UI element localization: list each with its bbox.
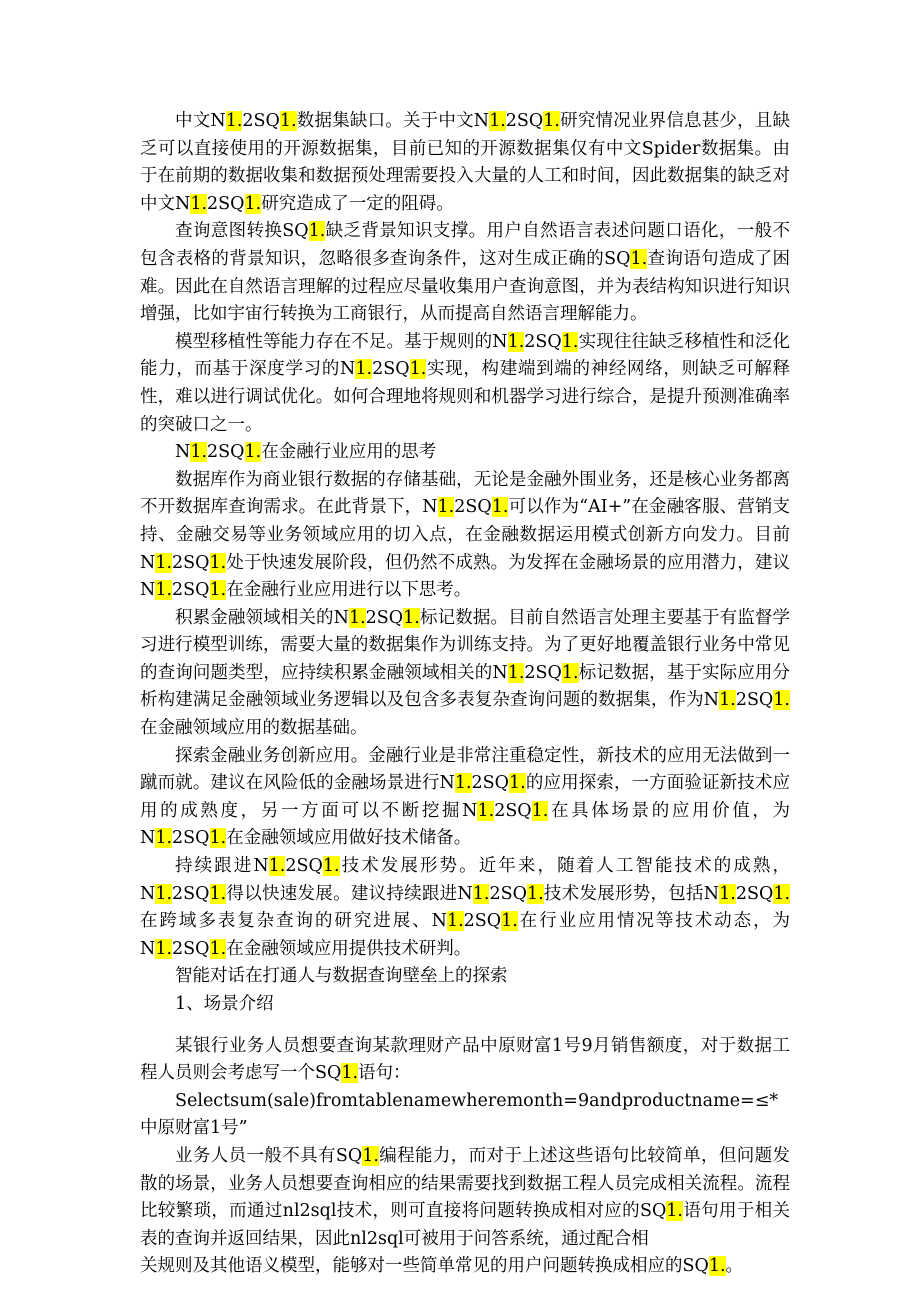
highlighted-text: 1. — [190, 193, 208, 214]
text-run: 2SQ — [242, 111, 280, 131]
text-run: 技术发展形势。近年来，随着人工智能技术的成熟，N — [140, 856, 791, 904]
highlighted-text: 1. — [244, 193, 262, 214]
highlighted-text: 1. — [509, 773, 526, 794]
paragraph — [140, 439, 790, 467]
highlighted-text: 1. — [773, 883, 791, 904]
text-run: 2SQ — [735, 883, 774, 904]
paragraph — [140, 963, 790, 991]
text-run: 处于快速发展阶段，但仍然不成熟。为发挥在金融场景的应用潜力，建议N — [140, 552, 790, 601]
highlighted-text: 1. — [507, 662, 525, 683]
highlighted-text: 1. — [341, 1063, 359, 1084]
text-run: 2SQ — [207, 442, 245, 463]
text-run: 2SQ — [454, 497, 492, 518]
text-run: N — [175, 442, 191, 463]
paragraph — [140, 1088, 790, 1143]
text-run: 查询语句造成了困难。因此在自然语言理解的过程应尽量收集用户查询意图，并为表结构知识进行知识增强，比如宇宙行转换为工商银行，从而提高自然语言理解能力。 — [140, 248, 790, 325]
text-run: 在跨域多表复杂查询的研究进展、N — [140, 911, 447, 932]
text-run: 实现往往缺乏移植性和泛化能力，而基于深度学习的N — [140, 331, 791, 380]
text-run: 关规则及其他语义模型，能够对一些简单常见的用户问题转换成相应的SQ — [140, 1256, 709, 1277]
highlighted-text: 1. — [719, 883, 736, 904]
highlighted-text: 1. — [472, 883, 490, 904]
highlighted-text: 1. — [244, 442, 262, 463]
text-run: 1、场景介绍 — [175, 994, 274, 1014]
text-run: 2SQ — [207, 193, 245, 214]
paragraph — [140, 218, 790, 328]
text-run: 在金融领域应用提供技术研判。 — [226, 938, 472, 959]
text-run: 探索金融业务创新应用。金融行业是非常注重稳定性，新技术的应用无法做到一蹴而就。建议在风险低的金融场景进行N — [140, 745, 790, 794]
highlighted-text: 1. — [491, 497, 509, 518]
text-run: 2SQ — [172, 552, 210, 573]
highlighted-text: 1. — [155, 552, 173, 573]
text-run: 2SQ — [172, 580, 210, 601]
text-run: 数据库作为商业银行数据的存储基础，无论是金融外围业务，还是核心业务都离不开数据库查询需求。在此背景下，N — [140, 469, 790, 518]
text-run: 2SQ — [285, 856, 323, 877]
text-run: 在金融领域应用的数据基础。 — [140, 718, 368, 739]
text-run: 编程能力，而对于上述这些语句比较简单，但问题发散的场景，业务人员想要查询相应的结果需要找到数据工程人员完成相关流程。流程比较繁琐，而通过nl2sql技术，则可直接将问题转换成相对应的SQ — [140, 1145, 790, 1222]
highlighted-text: 1. — [322, 856, 340, 877]
paragraph — [140, 329, 790, 439]
text-run: 2SQ — [365, 607, 404, 628]
paragraph — [140, 1033, 790, 1088]
highlighted-text: 1. — [155, 938, 173, 959]
highlighted-text: 1. — [773, 690, 790, 711]
highlighted-text: 1. — [561, 662, 579, 683]
text-run: 在金融行业应用的思考 — [261, 442, 437, 463]
highlighted-text: 1. — [489, 111, 506, 131]
paragraph — [140, 605, 790, 743]
text-run: 2SQ — [489, 883, 527, 904]
highlighted-text: 1. — [279, 111, 297, 131]
text-run: 。 — [725, 1256, 744, 1277]
highlighted-text: 1. — [155, 580, 173, 601]
text-run: 2SQ — [524, 331, 562, 352]
highlighted-text: 1. — [348, 607, 366, 628]
text-run: 2SQ — [471, 773, 510, 794]
highlighted-text: 1. — [526, 883, 544, 904]
paragraph — [140, 743, 790, 853]
highlighted-text: 1. — [362, 1145, 379, 1166]
highlighted-text: 1. — [507, 331, 525, 352]
text-run: 标记数据。目前自然语言处理主要基于有监督学习进行模型训练，需要大量的数据集作为训练支持。为了更好地覆盖银行业务中常见的查询问题类型，应持续积累金融领域相关的N — [140, 607, 790, 683]
highlighted-text: 1. — [477, 800, 495, 821]
text-run: 某银行业务人员想要查询某款理财产品中原财富1号9月销售额度，对于数据工程人员则会考虑写一个SQ — [140, 1035, 790, 1084]
text-run: 中文N — [175, 111, 226, 131]
text-run: 持续跟进N — [175, 856, 269, 877]
paragraph — [140, 1253, 790, 1281]
paragraph — [140, 991, 790, 1019]
text-run: 2SQ — [172, 828, 210, 849]
highlighted-text: 1. — [209, 580, 227, 601]
highlighted-text: 1. — [155, 828, 173, 849]
document-body — [140, 108, 790, 1281]
text-run: 2SQ — [735, 690, 774, 711]
highlighted-text: 1. — [155, 883, 173, 904]
highlighted-text: 1. — [719, 690, 736, 711]
highlighted-text: 1. — [209, 938, 227, 959]
highlighted-text: 1. — [209, 828, 227, 849]
paragraph — [140, 467, 790, 605]
paragraph — [140, 853, 790, 963]
highlighted-text: 1. — [308, 221, 326, 242]
text-run: 查询意图转换SQ — [175, 221, 309, 242]
text-run: 智能对话在打通人与数据查询壁垒上的探索 — [175, 966, 508, 987]
text-run: 语句用于相关表的查询并返回结果，因此nl2sql可被用于问答系统，通过配合相 — [140, 1201, 791, 1249]
text-run: 2SQ — [494, 800, 532, 821]
highlighted-text: 1. — [190, 442, 208, 463]
highlighted-text: 1. — [666, 1201, 683, 1222]
text-run: 可以作为“AI+”在金融客服、营销支持、金融交易等业务领域应用的切入点，在金融数据运用模式创新方向发力。目前N — [140, 497, 790, 573]
text-run: 标记数据，基于实际应用分析构建满足金融领域业务逻辑以及包含多表复杂查询问题的数据集，作为N — [140, 662, 791, 711]
highlighted-text: 1. — [437, 497, 455, 518]
text-run: 2SQ — [172, 938, 210, 959]
highlighted-text: 1. — [708, 1256, 726, 1277]
highlighted-text: 1. — [409, 359, 427, 380]
text-run: 得以快速发展。建议持续跟进N — [226, 883, 473, 904]
paragraph — [140, 1143, 790, 1253]
text-run: 业务人员一般不具有SQ — [175, 1145, 363, 1166]
text-run: 在金融领域应用做好技术储备。 — [226, 828, 472, 849]
text-run: 技术发展形势，包括N — [543, 883, 720, 904]
highlighted-text: 1. — [225, 111, 243, 131]
highlighted-text: 1. — [209, 552, 227, 573]
highlighted-text: 1. — [209, 883, 227, 904]
text-run: 积累金融领域相关的N — [175, 607, 349, 628]
text-run: 在具体场景的应用价值，为N — [140, 800, 791, 849]
text-run: 实现，构建端到端的神经网络，则缺乏可解释性，难以进行调试优化。如何合理地将规则和机器学习进行综合，是提升预测准确率的突破口之一。 — [140, 359, 791, 435]
highlighted-text: 1. — [630, 248, 648, 269]
text-run: 2SQ — [372, 359, 410, 380]
highlighted-text: 1. — [531, 800, 549, 821]
text-run: 缺乏背景知识支撑。用户自然语言表述问题口语化，一般不包含表格的背景知识，忽略很多查询条件，这对生成正确的SQ — [140, 221, 790, 269]
text-run: 在行业应用情况等技术动态，为N — [140, 911, 791, 959]
text-run: 2SQ — [524, 662, 562, 683]
text-run: 2SQ — [463, 911, 502, 932]
text-run: 2SQ — [172, 883, 210, 904]
highlighted-text: 1. — [403, 607, 420, 628]
paragraph — [140, 108, 790, 218]
highlighted-text: 1. — [543, 111, 560, 131]
text-run: 研究造成了一定的阻碍。 — [261, 193, 454, 214]
text-run: Selectsum(sale)fromtablenamewheremonth=9andproductname=≤*中原财富1号” — [140, 1090, 779, 1139]
highlighted-text: 1. — [454, 773, 472, 794]
highlighted-text: 1. — [561, 331, 579, 352]
highlighted-text: 1. — [268, 856, 286, 877]
text-run: 的应用探索，一方面验证新技术应用的成熟度，另一方面可以不断挖掘N — [140, 773, 791, 821]
text-run: 数据集缺口。关于中文N — [296, 111, 490, 131]
highlighted-text: 1. — [501, 911, 518, 932]
text-run: 语句： — [358, 1063, 411, 1084]
text-run: 在金融行业应用进行以下思考。 — [226, 580, 472, 601]
text-run: 2SQ — [505, 111, 544, 131]
highlighted-text: 1. — [446, 911, 464, 932]
text-run: 模型移植性等能力存在不足。基于规则的N — [175, 331, 508, 352]
text-run: 研究情况业界信息甚少，且缺乏可以直接使用的开源数据集，目前已知的开源数据集仅有中文Spider数据集。由于在前期的数据收集和数据预处理需要投入大量的人工和时间，因此数据集的缺乏对中文N — [140, 111, 791, 214]
highlighted-text: 1. — [355, 359, 373, 380]
